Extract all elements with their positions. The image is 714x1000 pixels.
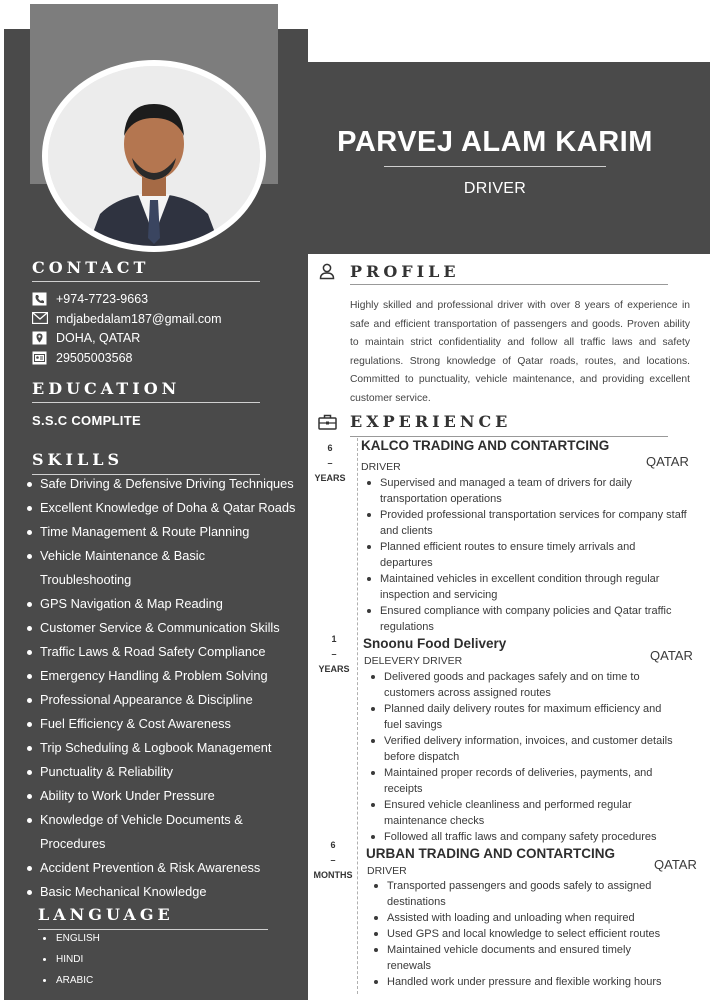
duty-item: Planned daily delivery routes for maximum efficiency and fuel savings: [366, 701, 676, 733]
briefcase-icon: [318, 413, 337, 436]
user-icon: [318, 262, 336, 285]
contact-phone-text: +974-7723-9663: [56, 292, 149, 306]
duration-value: 6: [330, 840, 336, 850]
job-role: DRIVER: [361, 461, 401, 473]
job-duties: [366, 669, 700, 845]
job-duration: [312, 632, 356, 677]
id-card-icon: [32, 351, 48, 365]
profile-photo: [48, 66, 260, 246]
duty-item: Handled work under pressure and flexible working hours: [369, 974, 699, 990]
job-duties: [369, 878, 699, 990]
contact-location-text: DOHA, QATAR: [56, 331, 141, 345]
contact-email-text: mdjabedalam187@gmail.com: [56, 312, 222, 326]
education-heading: EDUCATION: [32, 379, 181, 398]
profile-divider: [350, 284, 668, 285]
skill-item: Emergency Handling & Problem Solving: [24, 664, 314, 688]
education-entry: S.S.C COMPLITE: [32, 413, 141, 428]
experience-heading: EXPERIENCE: [350, 412, 512, 431]
email-icon: [32, 312, 48, 326]
contact-heading: CONTACT: [32, 258, 150, 277]
skill-item: Fuel Efficiency & Cost Awareness: [24, 712, 314, 736]
skill-item: Professional Appearance & Discipline: [24, 688, 314, 712]
language-item: ARABIC: [42, 970, 100, 991]
skill-item: GPS Navigation & Map Reading: [24, 592, 314, 616]
candidate-title: DRIVER: [463, 180, 527, 197]
contact-email[interactable]: [32, 310, 222, 328]
contact-location: [32, 329, 140, 347]
skill-item: Knowledge of Vehicle Documents & Procedures: [24, 808, 269, 856]
duration-unit: YEARS: [314, 473, 346, 483]
language-item: ENGLISH: [42, 928, 100, 949]
language-list: [42, 928, 100, 991]
job-duration: [308, 838, 358, 883]
skill-item: Trip Scheduling & Logbook Management: [24, 736, 314, 760]
phone-icon: [32, 292, 48, 306]
skill-item: Basic Mechanical Knowledge: [24, 880, 314, 904]
contact-id-text: 29505003568: [56, 351, 133, 365]
job-location: QATAR: [654, 857, 697, 872]
duration-separator: –: [330, 855, 336, 865]
duration-value: 1: [331, 634, 337, 644]
job-company: KALCO TRADING AND CONTARTCING: [361, 438, 610, 453]
contact-divider: [32, 281, 260, 282]
contact-id: [32, 349, 132, 367]
duration-unit: YEARS: [318, 664, 350, 674]
duty-item: Provided professional transportation services for company staff and clients: [362, 507, 708, 539]
skill-item: Safe Driving & Defensive Driving Techniques: [24, 472, 314, 496]
duration-unit: MONTHS: [313, 870, 353, 880]
skills-list: [24, 472, 314, 904]
language-item: HINDI: [42, 949, 100, 970]
duration-separator: –: [327, 458, 333, 468]
duration-separator: –: [331, 649, 337, 659]
duty-item: Delivered goods and packages safely and on time to customers across assigned routes: [366, 669, 684, 701]
job-location: QATAR: [646, 454, 689, 469]
candidate-name: PARVEJ ALAM KARIM: [337, 126, 653, 158]
duty-item: Used GPS and local knowledge to select efficient routes: [369, 926, 699, 942]
job-duration: [308, 441, 352, 486]
skills-heading: SKILLS: [32, 450, 123, 469]
skill-item: Accident Prevention & Risk Awareness: [24, 856, 314, 880]
job-role: DELEVERY DRIVER: [364, 655, 463, 667]
skill-item: Vehicle Maintenance & Basic Troubleshooting: [24, 544, 239, 592]
skill-item: Punctuality & Reliability: [24, 760, 314, 784]
duty-item: Maintained vehicles in excellent condition through regular inspection and servicing: [362, 571, 692, 603]
location-pin-icon: [32, 331, 48, 345]
duty-item: Planned efficient routes to ensure timely arrivals and departures: [362, 539, 672, 571]
job-role: DRIVER: [367, 865, 407, 877]
name-divider: [384, 166, 606, 167]
education-divider: [32, 402, 260, 403]
skill-item: Excellent Knowledge of Doha & Qatar Roads: [24, 496, 314, 520]
duty-item: Transported passengers and goods safely to assigned destinations: [369, 878, 685, 910]
duty-item: Ensured vehicle cleanliness and performed regular maintenance checks: [366, 797, 666, 829]
job-duties: [362, 475, 708, 635]
duration-value: 6: [327, 443, 333, 453]
duty-item: Ensured compliance with company policies and Qatar traffic regulations: [362, 603, 708, 635]
profile-heading: PROFILE: [350, 262, 460, 281]
job-company: Snoonu Food Delivery: [363, 636, 507, 651]
profile-summary: Highly skilled and professional driver with over 8 years of experience in safe and efficient transportation of passengers and goods. Proven ability to maintain strict confidentiality and follow all traffic laws and safety regulations. Strong knowledge of Qatar roads, routes, and locations. Committed to punctuality, vehicle maintenance, and providing excellent customer service.: [350, 300, 690, 404]
duty-item: Maintained proper records of deliveries, payments, and receipts: [366, 765, 676, 797]
duty-item: Assisted with loading and unloading when required: [369, 910, 699, 926]
skill-item: Time Management & Route Planning: [24, 520, 314, 544]
duty-item: Followed all traffic laws and company safety procedures: [366, 829, 700, 845]
duty-item: Maintained vehicle documents and ensured timely renewals: [369, 942, 669, 974]
duty-item: Supervised and managed a team of drivers for daily transportation operations: [362, 475, 672, 507]
skill-item: Traffic Laws & Road Safety Compliance: [24, 640, 314, 664]
skill-item: Customer Service & Communication Skills: [24, 616, 314, 640]
job-location: QATAR: [650, 648, 693, 663]
contact-phone[interactable]: [32, 290, 148, 308]
language-heading: LANGUAGE: [38, 905, 174, 924]
duty-item: Verified delivery information, invoices, and customer details before dispatch: [366, 733, 678, 765]
experience-divider: [350, 436, 668, 437]
timeline-line: [357, 438, 358, 994]
job-company: URBAN TRADING AND CONTARTCING: [366, 846, 615, 861]
skill-item: Ability to Work Under Pressure: [24, 784, 314, 808]
